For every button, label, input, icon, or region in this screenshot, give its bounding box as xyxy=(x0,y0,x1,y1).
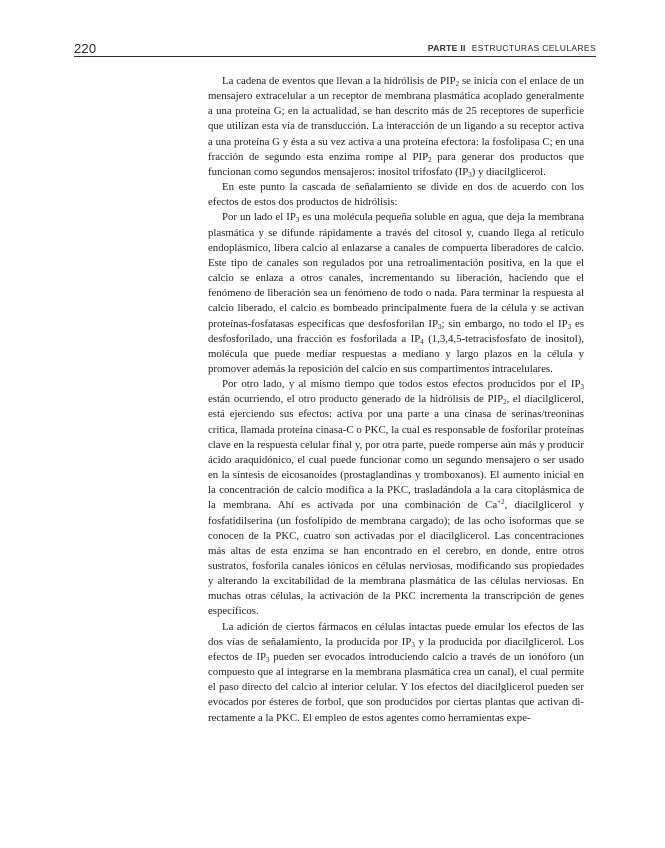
subscript: 3 xyxy=(295,216,300,225)
text-run: En este punto la cascada de señalamiento se divide en dos de acuerdo con los efectos de estos dos productos de hidrólisis: xyxy=(208,181,584,209)
paragraph-4 xyxy=(208,377,584,620)
subscript: 3 xyxy=(580,383,584,392)
text-run: es una molécula pequeña soluble en agua, que deja la membrana plasmática y se difunde rápidamente a través del citosol y, cuando llega al retículo endoplásmico, libera calcio al enlazarse a canales de compuerta liberadores de calcio. Este tipo de canales son regulados por una retroalimentación positiva, en la que el calcio se enlaza a otros canales, incrementando su liberación, haciendo que el fenómeno de liberación sea un fenómeno de todo o nada. Para terminar la respuesta al calcio liberado, el calcio es bombeado principalmente fuera de la célula y se activan proteínas-fosfatasas específicas que desfosforilan IP xyxy=(208,211,584,330)
subscript: 3 xyxy=(437,322,442,331)
body-text xyxy=(208,74,584,726)
text-run: para generar dos productos que funcionan como segundos mensajeros: inositol trifosfato (IP xyxy=(208,150,584,178)
text-run: ) y diacilglicerol. xyxy=(471,165,546,178)
subscript: 2 xyxy=(455,80,460,88)
text-run: , diacilglicerol y fosfatidilserina (un fosfolípido de membrana cargado); de las ocho isoformas que se conocen de la PKC, cuatro son activadas por el diacilglicerol. Las concentraciones más altas de esta enzima se han encontrado en el cerebro, en donde, entre otros sustratos, fosforila canales iónicos en células nerviosas, modificando sus propiedades y alterando la excitabilidad de la membrana plasmática de las células nerviosas. En muchas otras células, la activación de la PKC incrementa la transcripción de genes específicos. xyxy=(208,499,584,618)
text-run: La cadena de eventos que llevan a la hidrólisis de PIP xyxy=(222,75,456,87)
subscript: 3 xyxy=(567,322,572,331)
page-number: 220 xyxy=(74,41,97,56)
text-run: Por un lado el IP xyxy=(222,211,296,224)
part-label: PARTE II xyxy=(427,43,466,53)
page-header xyxy=(74,41,596,57)
text-run: Por otro lado, y al mismo tiempo que todos estos efectos producidos por el IP xyxy=(222,378,581,391)
paragraph-5 xyxy=(208,620,584,726)
text-run: (1,3,4,5-tetracisfosfato de inositol), molécula que puede mediar respuestas a mediano y largo plazos en la célula y promover además la reposición del calcio en sus compartimentos intracelulares. xyxy=(208,332,584,375)
subscript: 2 xyxy=(503,398,507,407)
text-run: ; sin embargo, no todo el IP xyxy=(441,317,568,330)
paragraph-3 xyxy=(208,210,584,377)
part-title: ESTRUCTURAS CELULARES xyxy=(471,43,596,53)
text-run: es desfosforilado, una fracción es fosforilada a IP xyxy=(208,317,584,345)
text-run: y la producida por diacilglicerol. Los efectos de IP xyxy=(208,635,584,663)
text-run: , el diacilglicerol, está ejerciendo sus efectos: activa por una parte a una cinasa de serinas/treoninas crítica, llamada proteína cinasa-C o PKC, la cual es responsable de fosforilar proteínas clave en la respuesta celular final y, por otra parte, puede romperse aún más y producir ácido araquidónico, el cual puede funcionar como un segundo mensajero o ser usado en la síntesis de eicosanoides (prostaglandinas y tromboxanos). El aumento inicial en la concentración de calcio modifica a la PKC, trasladándola a la cara citoplásmica de la membrana. Ahí es activada por una combinación de Ca xyxy=(208,393,585,512)
subscript: 3 xyxy=(411,640,415,649)
subscript: 3 xyxy=(468,170,472,179)
subscript: 4 xyxy=(420,337,424,346)
text-run: La adición de ciertos fármacos en células intactas puede emular los efectos de las dos vías de señalamiento, la producida por IP xyxy=(208,620,584,648)
text-run: están ocurriendo, el otro producto generado de la hidrólisis de PIP xyxy=(208,393,504,406)
running-head xyxy=(428,43,596,53)
subscript: 2 xyxy=(428,155,432,164)
subscript: 3 xyxy=(265,655,270,664)
text-run: pueden ser evocados introduciendo calcio a través de un ionóforo (un compuesto que al integrarse en la membrana plasmática crea un canal), el cual permite el paso directo del calcio al interior celular. Y los efectos del diacilglicerol pueden ser evocados por ésteres de forbol, que son producidos por ciertas plantas que activan directamente a la PKC. El empleo de estos agentes como herramientas expe- xyxy=(208,650,584,724)
superscript: +2 xyxy=(497,498,505,507)
text-run: se inicia con el enlace de un mensajero extracelular a un receptor de membrana plasmática acoplado generalmente a una proteína G; en la actualidad, se han descrito más de 25 receptores de superficie que utilizan esta vía de transducción. La interacción de un ligando a su receptor activa a una proteína G y ésta a su vez activa a una proteína efectora: la fosfolipasa C; en una fracción de segundo esta enzima rompe al PIP xyxy=(208,75,584,163)
header-rule xyxy=(74,56,596,57)
paragraph-1 xyxy=(208,74,584,180)
paragraph-2 xyxy=(208,180,584,210)
